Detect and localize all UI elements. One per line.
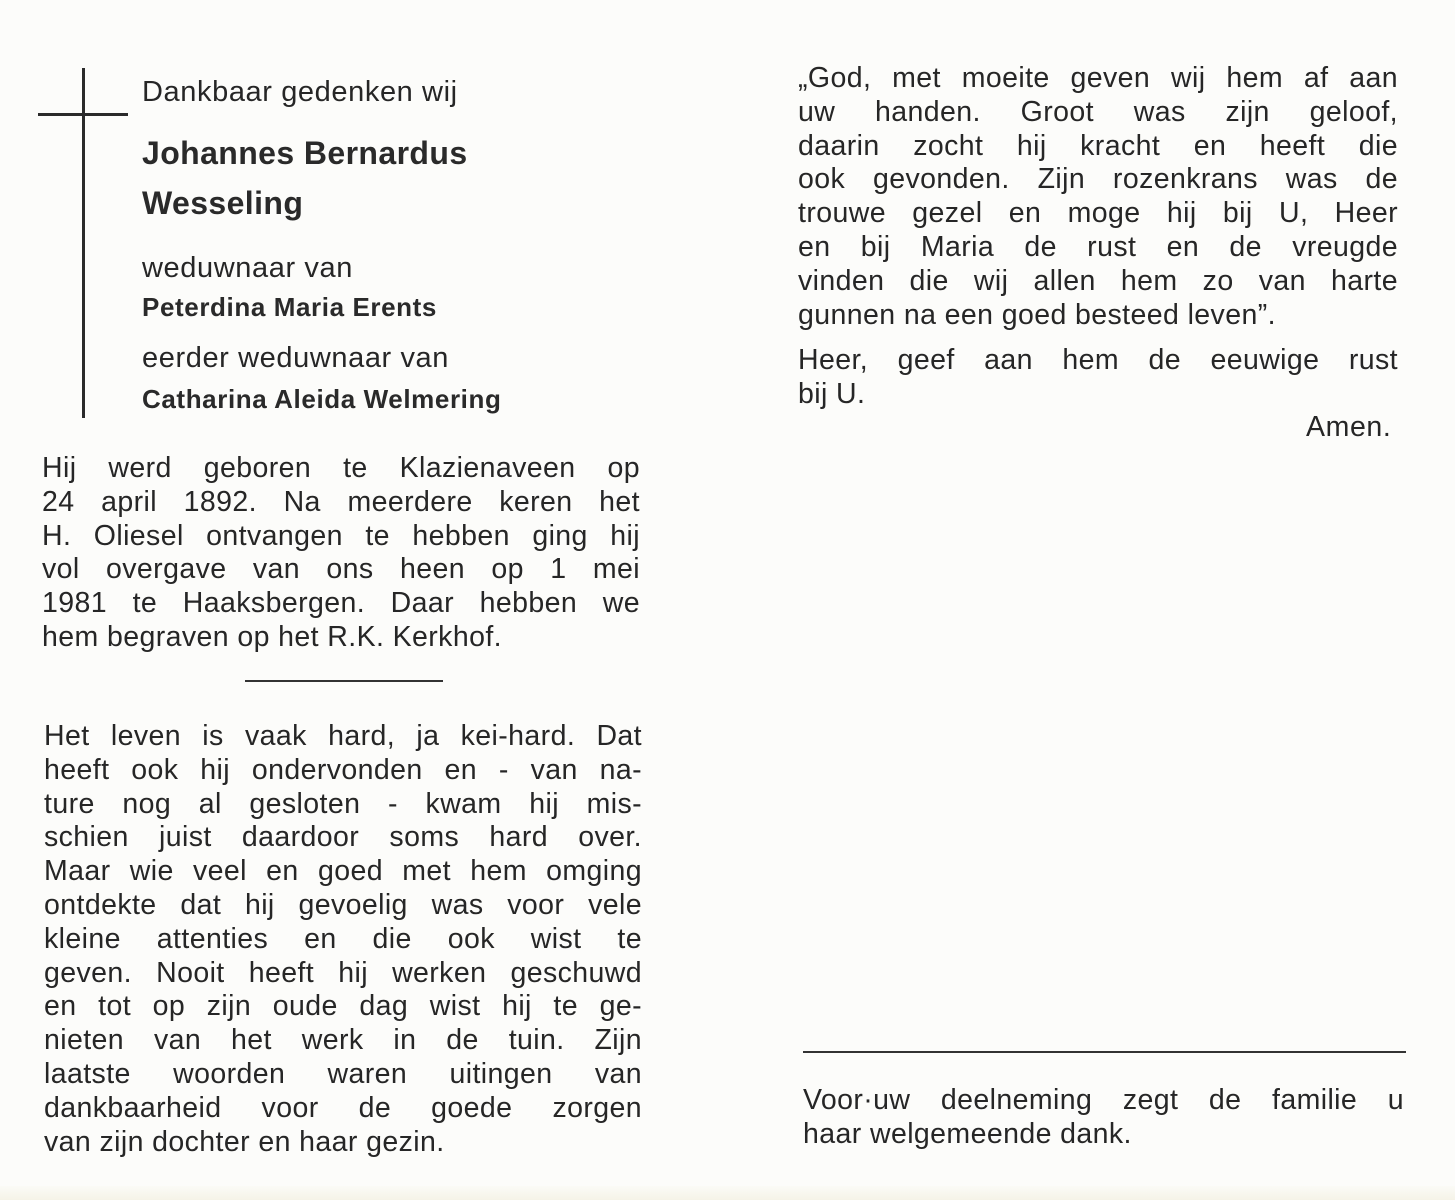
cross-horizontal-bar [38, 113, 128, 116]
prayer-line: „God, met moeite geven wij hem af aan [798, 62, 1398, 94]
spouse-name-2: Catharina Aleida Welmering [142, 384, 502, 414]
widower-of-label: weduwnaar van [142, 252, 353, 284]
prayer-line: daarin zocht hij kracht en heeft die [798, 129, 1398, 162]
prayer-line: uw handen. Groot was zijn geloof, [798, 95, 1398, 128]
rest-line: bij U. [798, 377, 866, 410]
thanks-line: Voor·uw deelneming zegt de familie u [803, 1084, 1404, 1116]
bio-line: vol overgave van ons heen op 1 mei [42, 553, 640, 586]
tribute-line: Maar wie veel en goed met hem omging [44, 855, 642, 888]
rest-prayer-paragraph [798, 344, 1398, 412]
bio-line: 24 april 1892. Na meerdere keren het [42, 485, 640, 518]
tribute-line: nieten van het werk in de tuin. Zijn [44, 1024, 642, 1057]
rest-line: Heer, geef aan hem de eeuwige rust [798, 344, 1398, 376]
bio-line: 1981 te Haaksbergen. Daar hebben we [42, 587, 640, 620]
tribute-paragraph [44, 720, 642, 1159]
paper-bottom-edge [0, 1186, 1455, 1200]
prayer-line: trouwe gezel en moge hij bij U, Heer [798, 197, 1398, 230]
tribute-line: laatste woorden waren uitingen van [44, 1057, 642, 1090]
prayer-line: ook gevonden. Zijn rozenkrans was de [798, 163, 1398, 196]
intro-text: Dankbaar gedenken wij [142, 76, 458, 108]
tribute-line: Het leven is vaak hard, ja kei-hard. Dat [44, 720, 642, 752]
prayer-line: en bij Maria de rust en de vreugde [798, 230, 1398, 263]
thanks-divider [803, 1051, 1406, 1053]
tribute-line: ture nog al gesloten - kwam hij mis- [44, 787, 642, 820]
deceased-name-line2: Wesseling [142, 185, 304, 221]
thanks-line: haar welgemeende dank. [803, 1117, 1132, 1150]
tribute-line: dankbaarheid voor de goede zorgen [44, 1091, 642, 1124]
cross-vertical-bar [82, 68, 85, 418]
thanks-paragraph [803, 1084, 1404, 1152]
prayer-line: gunnen na een goed besteed leven”. [798, 298, 1276, 331]
tribute-line: geven. Nooit heeft hij werken geschuwd [44, 956, 642, 989]
prayer-paragraph [798, 62, 1398, 332]
prayer-line: vinden die wij allen hem zo van harte [798, 264, 1398, 297]
deceased-name-line1: Johannes Bernardus [142, 135, 468, 171]
amen-text: Amen. [1306, 411, 1392, 443]
tribute-line: ontdekte dat hij gevoelig was voor vele [44, 888, 642, 921]
bio-line: hem begraven op het R.K. Kerkhof. [42, 620, 502, 653]
tribute-line: kleine attenties en die ook wist te [44, 922, 642, 955]
spouse-name-1: Peterdina Maria Erents [142, 292, 437, 322]
section-divider [245, 680, 443, 682]
tribute-line: en tot op zijn oude dag wist hij te ge- [44, 990, 642, 1023]
bio-line: Hij werd geboren te Klazienaveen op [42, 452, 640, 484]
biography-paragraph [42, 452, 640, 655]
earlier-widower-label: eerder weduwnaar van [142, 342, 450, 374]
bio-line: H. Oliesel ontvangen te hebben ging hij [42, 519, 640, 552]
tribute-line: van zijn dochter en haar gezin. [44, 1125, 445, 1158]
tribute-line: schien juist daardoor soms hard over. [44, 821, 642, 854]
tribute-line: heeft ook hij ondervonden en - van na- [44, 753, 642, 786]
